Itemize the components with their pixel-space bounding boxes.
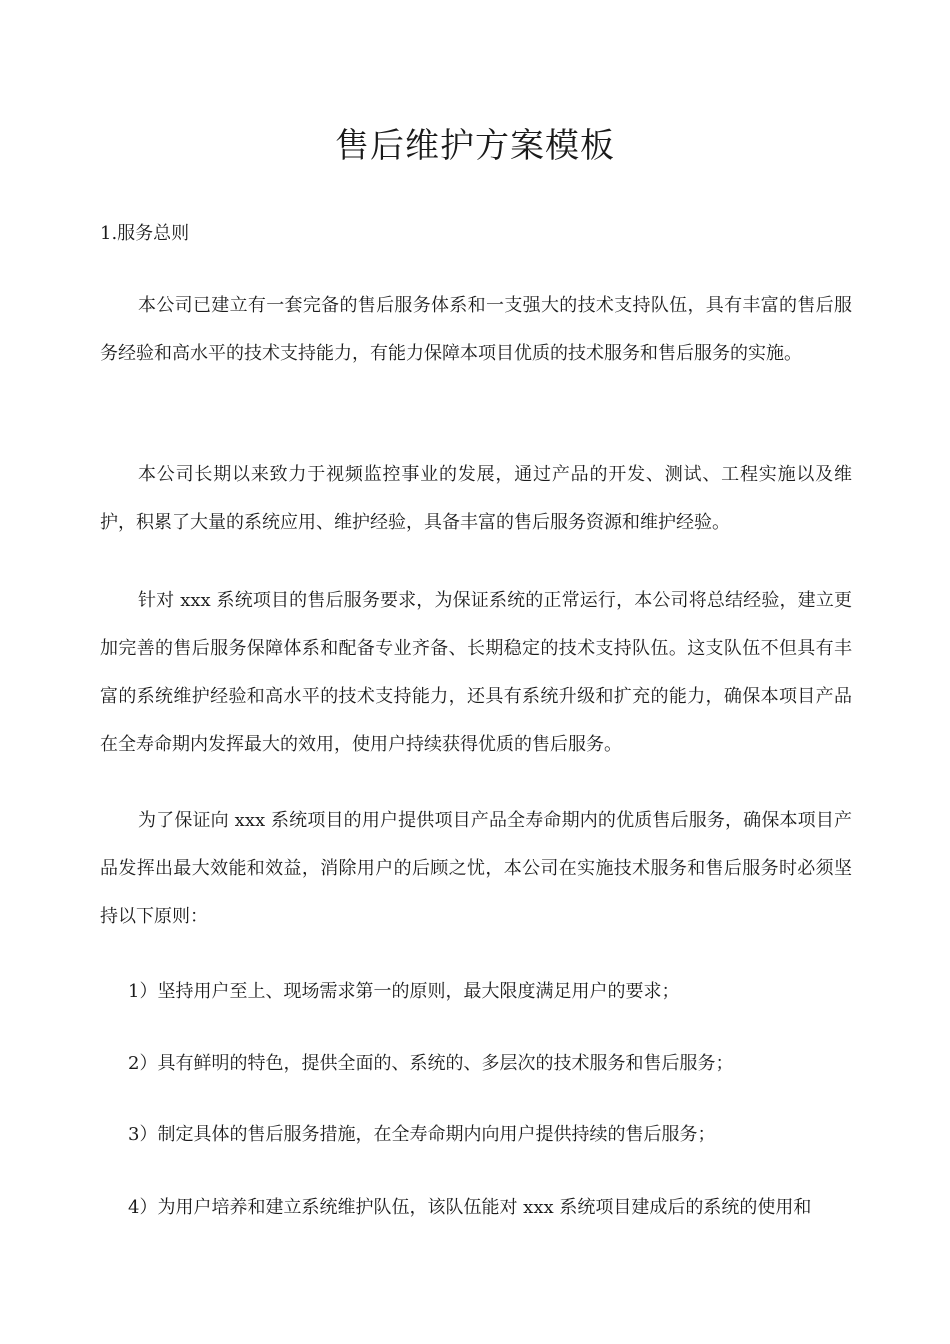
principle-item: 2）具有鲜明的特色，提供全面的、系统的、多层次的技术服务和售后服务；	[128, 1053, 734, 1074]
principle-item: 1）坚持用户至上、现场需求第一的原则，最大限度满足用户的要求；	[128, 981, 680, 1002]
section-heading: 1.服务总则	[100, 223, 190, 244]
paragraph-after-sales-system: 本公司已建立有一套完备的售后服务体系和一支强大的技术支持队伍，具有丰富的售后服务经验和高水平的技术支持能力，有能力保障本项目优质的技术服务和售后服务的实施。	[100, 295, 852, 364]
principle-item: 3）制定具体的售后服务措施，在全寿命期内向用户提供持续的售后服务；	[128, 1124, 716, 1145]
principle-item: 4）为用户培养和建立系统维护队伍，该队伍能对 xxx 系统项目建成后的系统的使用和	[128, 1197, 812, 1218]
document-title: 售后维护方案模板	[335, 126, 615, 166]
paragraph-service-principles-intro: 为了保证向 xxx 系统项目的用户提供项目产品全寿命期内的优质售后服务，确保本项目产品发挥出最大效能和效益，消除用户的后顾之忧，本公司在实施技术服务和售后服务时必须坚持以下原则：	[100, 810, 852, 927]
paragraph-company-experience: 本公司长期以来致力于视频监控事业的发展，通过产品的开发、测试、工程实施以及维护，积累了大量的系统应用、维护经验，具备丰富的售后服务资源和维护经验。	[100, 464, 852, 533]
paragraph-support-team: 针对 xxx 系统项目的售后服务要求，为保证系统的正常运行，本公司将总结经验，建立更加完善的售后服务保障体系和配备专业齐备、长期稳定的技术支持队伍。这支队伍不但具有丰富的系统维护经验和高水平的技术支持能力，还具有系统升级和扩充的能力，确保本项目产品在全寿命期内发挥最大的效用，使用户持续获得优质的售后服务。	[100, 590, 852, 755]
